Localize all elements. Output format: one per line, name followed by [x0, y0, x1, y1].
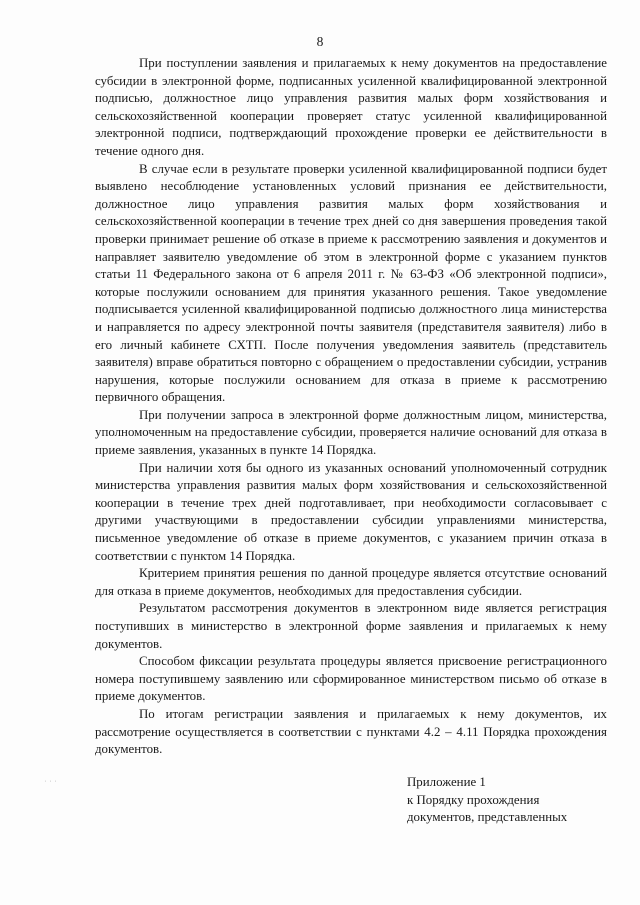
appendix-heading	[407, 774, 607, 827]
paragraph-registration-outcome: По итогам регистрации заявления и прилагаемых к нему документов, их рассмотрение осуществляется в соответствии с пунктами 4.2 – 4.11 Порядка прохождения документов.	[95, 706, 607, 757]
paragraph-result-fixation: Способом фиксации результата процедуры является присвоение регистрационного номера поступившему заявлению или сформированное министерством письмо об отказе в приеме документов.	[95, 654, 607, 704]
appendix-reference: к Порядку прохождения	[407, 792, 540, 807]
page-number: 8	[316, 34, 324, 49]
paragraph-request-check: При получении запроса в электронной форме должностным лицом, министерства, уполномоченным на предоставление субсидии, проверяется наличие оснований для отказа в приеме заявления, указанных в пункте 14 Порядка.	[95, 407, 607, 458]
scan-artifact: ⋅ ⋅ ⋅	[44, 777, 57, 786]
paragraph-signature-failure: В случае если в результате проверки усиленной квалифицированной подписи будет выявлено несоблюдение установленных условий признания ее действительности, должностное лицо управления развития малых форм хозяйствования и сельскохозяйственной кооперации в течение трех дней со дня завершения проведения такой проверки принимает решение об отказе в приеме к рассмотрению заявления и документов и направляет заявителю уведомление об этом в электронной форме с указанием пунктов статьи 11 Федерального закона от 6 апреля 2011 г. № 63-ФЗ «Об электронной подписи», которые послужили основанием для принятия указанного решения. Такое уведомление подписывается усиленной квалифицированной подписью должностного лица министерства и направляется по адресу электронной почты заявителя (представителя заявителя) либо в его личный кабинете СХТП. После получения уведомления заявитель (представитель заявителя) вправе обратиться повторно с обращением о предоставлении субсидии, устранив нарушения, которые послужили основанием для отказа в приеме к рассмотрению первичного обращения.	[95, 161, 607, 405]
paragraph-refusal-notice: При наличии хотя бы одного из указанных оснований уполномоченный сотрудник министерства управления развития малых форм хозяйствования и сельскохозяйственной кооперации в течение трех дней подготавливает, при необходимости согласовывает с другими участвующими в предоставлении субсидии управлениями министерства, письменное уведомление об отказе в приеме документов, с указанием причин отказа в соответствии с пунктом 14 Порядка.	[95, 460, 607, 563]
paragraph-decision-criterion: Критерием принятия решения по данной процедуре является отсутствие оснований для отказа в приеме документов, необходимых для предоставления субсидии.	[95, 566, 607, 598]
paragraph-signature-check: При поступлении заявления и прилагаемых к нему документов на предоставление субсидии в электронной форме, подписанных усиленной квалифицированной электронной подписью, должностное лицо управления развития малых форм хозяйствования и сельскохозяйственной кооперации проверяет статус усиленной квалифицированной электронной подписи, подтверждающий прохождение проверки ее действительности в течение одного дня.	[95, 56, 607, 158]
document-body	[95, 55, 607, 759]
paragraph-review-result: Результатом рассмотрения документов в электронном виде является регистрация поступивших в министерство в электронной форме заявления и прилагаемых к нему документов.	[95, 601, 607, 651]
appendix-reference-continued: документов, представленных	[407, 810, 568, 825]
appendix-title: Приложение 1	[407, 775, 486, 789]
